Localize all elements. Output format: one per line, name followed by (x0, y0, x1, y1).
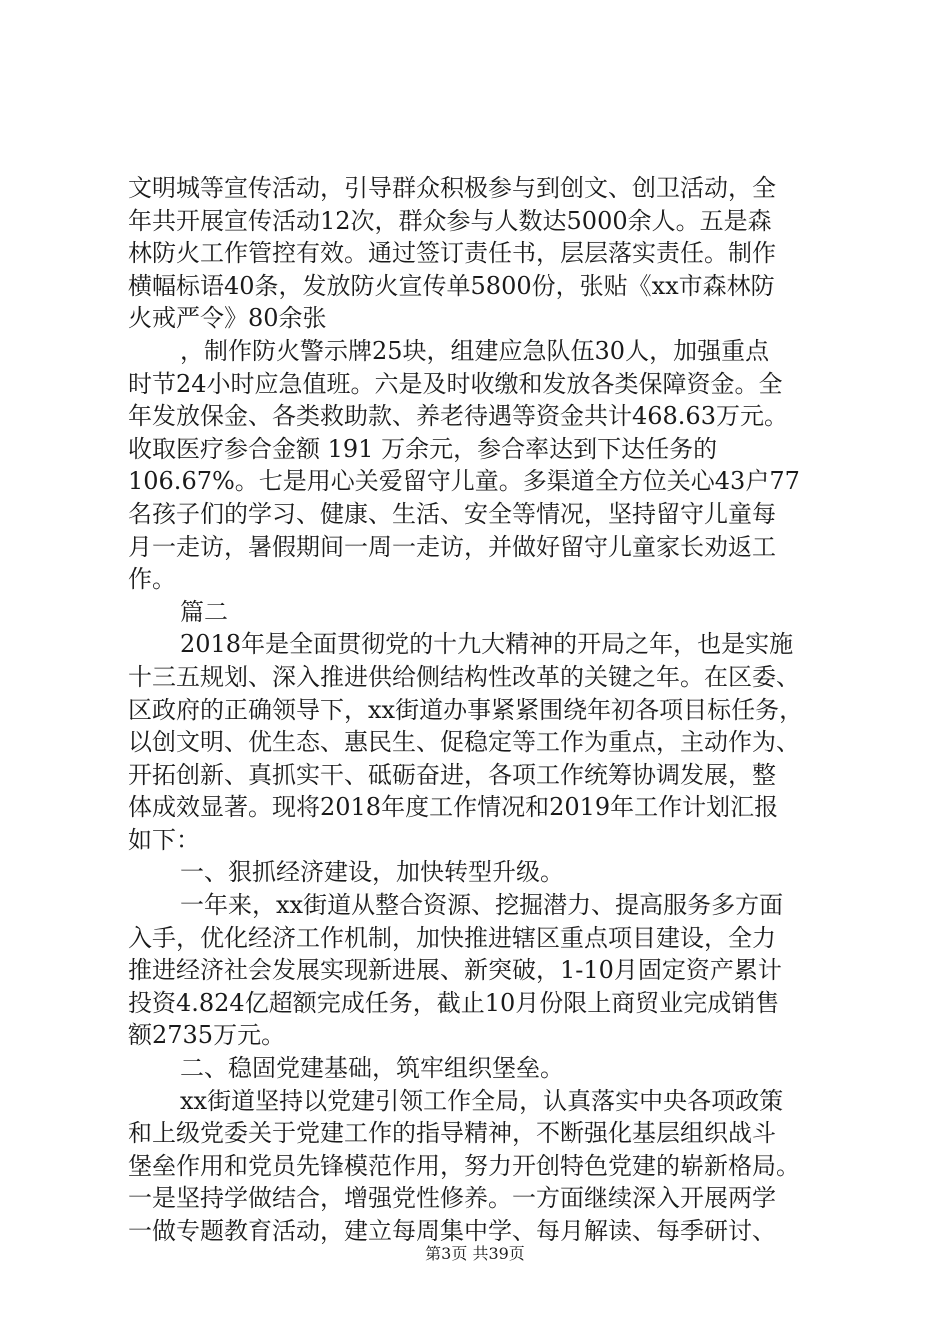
text-line: 年发放保金、各类救助款、养老待遇等资金共计468.63万元。 (128, 402, 788, 431)
text-line: 一、狠抓经济建设，加快转型升级。 (180, 858, 564, 887)
text-line: 投资4.824亿超额完成任务，截止10月份限上商贸业完成销售 (128, 988, 780, 1017)
text-line: ，制作防火警示牌25块，组建应急队伍30人，加强重点 (180, 336, 770, 365)
text-line: 林防火工作管控有效。通过签订责任书，层层落实责任。制作 (128, 239, 776, 268)
text-line: 额2735万元。 (128, 1021, 286, 1050)
text-line: 堡垒作用和党员先锋模范作用，努力开创特色党建的崭新格局。 (128, 1151, 800, 1180)
text-line: 体成效显著。现将2018年度工作情况和2019年工作计划汇报 (128, 793, 779, 822)
text-line: 区政府的正确领导下，xx街道办事紧紧围绕年初各项目标任务， (128, 695, 804, 724)
text-line: xx街道坚持以党建引领工作全局，认真落实中央各项政策 (180, 1086, 784, 1115)
text-line: 2018年是全面贯彻党的十九大精神的开局之年，也是实施 (180, 630, 794, 659)
text-line: 入手，优化经济工作机制，加快推进辖区重点项目建设，全力 (128, 923, 776, 952)
text-line: 开拓创新、真抓实干、砥砺奋进，各项工作统筹协调发展，整 (128, 760, 776, 789)
text-line: 十三五规划、深入推进供给侧结构性改革的关键之年。在区委、 (128, 662, 800, 691)
text-line: 一做专题教育活动，建立每周集中学、每月解读、每季研讨、 (128, 1217, 776, 1245)
text-line: 以创文明、优生态、惠民生、促稳定等工作为重点，主动作为、 (128, 728, 800, 757)
text-line: 和上级党委关于党建工作的指导精神，不断强化基层组织战斗 (128, 1119, 776, 1148)
text-line: 月一走访，暑假期间一周一走访，并做好留守儿童家长劝返工 (128, 532, 776, 561)
document-body (128, 172, 830, 1248)
text-line: 作。 (128, 565, 176, 594)
text-line: 106.67%。七是用心关爱留守儿童。多渠道全方位关心43户77 (128, 467, 800, 496)
text-line: 如下： (128, 825, 200, 854)
text-line: 年共开展宣传活动12次，群众参与人数达5000余人。五是森 (128, 206, 772, 235)
text-line: 一年来，xx街道从整合资源、挖掘潜力、提高服务多方面 (180, 891, 784, 920)
text-line: 一是坚持学做结合，增强党性修养。一方面继续深入开展两学 (128, 1184, 776, 1213)
text-line: 文明城等宣传活动，引导群众积极参与到创文、创卫活动，全 (128, 174, 776, 202)
text-line: 时节24小时应急值班。六是及时收缴和发放各类保障资金。全 (128, 369, 783, 398)
page-footer: 第3页 共39页 (425, 1244, 525, 1263)
text-line: 二、稳固党建基础，筑牢组织堡垒。 (180, 1054, 564, 1083)
text-line: 收取医疗参合金额 191 万余元，参合率达到下达任务的 (128, 434, 718, 463)
text-line: 横幅标语40条，发放防火宣传单5800份，张贴《xx市森林防 (128, 271, 775, 300)
text-line: 名孩子们的学习、健康、生活、安全等情况，坚持留守儿童每 (128, 499, 776, 528)
text-line: 推进经济社会发展实现新进展、新突破，1-10月固定资产累计 (128, 956, 782, 985)
text-line: 火戒严令》80余张 (128, 304, 327, 333)
text-line: 篇二 (180, 597, 228, 626)
